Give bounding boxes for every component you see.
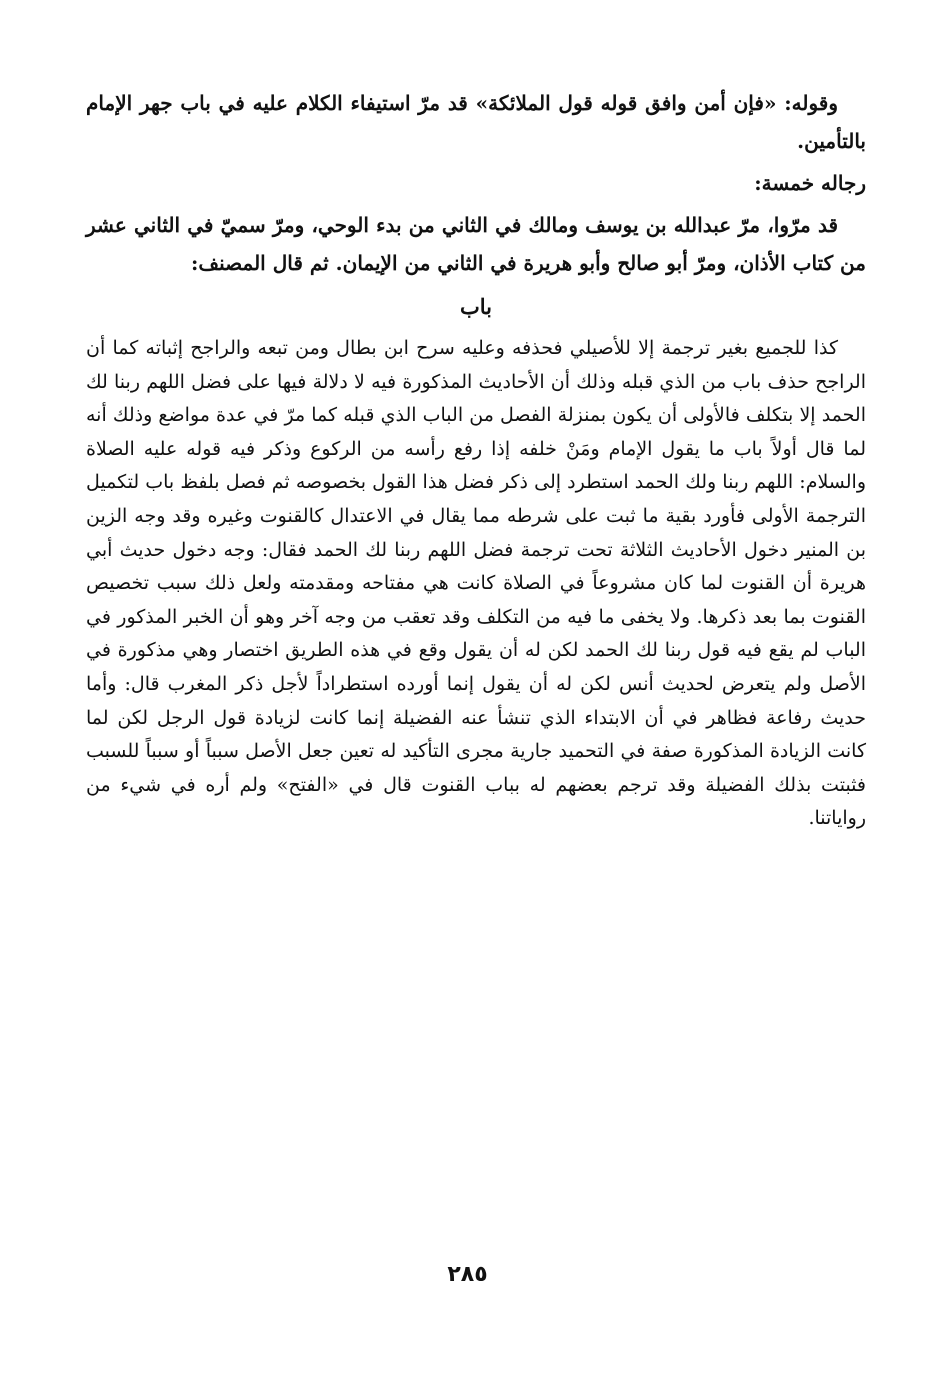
- commentary-paragraph: كذا للجميع بغير ترجمة إلا للأصيلي فحذفه وعليه سرح ابن بطال ومن تبعه والراجح إثباته كما أن الراجح حذف باب من الذي قبله وذلك أن الأحاديث المذكورة فيه لا دلالة فيها على فضل اللهم ربنا لك الحمد إلا بتكلف فالأولى أن يكون بمنزلة الفصل من الباب الذي قبله كما مرّ في عدة مواضع وذلك أنه لما قال أولاً باب ما يقول الإمام ومَنْ خلفه إذا رفع رأسه من الركوع وذكر فيه قوله عليه الصلاة والسلام: اللهم ربنا ولك الحمد استطرد إلى ذكر فضل هذا القول بخصوصه ثم فصل بلفظ باب لتكميل الترجمة الأولى فأورد بقية ما ثبت على شرطه مما يقال في الاعتدال كالقنوت وغيره وقد وجه الزين بن المنير دخول الأحاديث الثلاثة تحت ترجمة فضل اللهم ربنا لك الحمد فقال: وجه دخول حديث أبي هريرة أن القنوت لما كان مشروعاً في الصلاة كانت هي مفتاحه ومقدمته ولعل ذلك سبب تخصيص القنوت بما بعد ذكرها. ولا يخفى ما فيه من التكلف وقد تعقب من وجه آخر وهو أن الخبر المذكور في الباب لم يقع فيه قول ربنا لك الحمد لكن له أن يقول وقع في هذه الطريق اختصار وهي مذكورة في الأصل ولم يتعرض لحديث أنس لكن له أن يقول إنما أورده استطراداً لأجل ذكر المغرب قال: وأما حديث رفاعة فظاهر في أن الابتداء الذي تنشأ عنه الفضيلة إنما كانت لزيادة قول الرجل لكن لما كانت الزيادة المذكورة صفة في التحميد جارية مجرى التأكيد له تعين جعل الأصل سبباً أو سبباً للسبب فثبتت بذلك الفضيلة وقد ترجم بعضهم له بباب القنوت قال في «الفتح» ولم أره في شيء من رواياتنا.: [86, 337, 866, 830]
- page-content: [86, 84, 866, 1314]
- intro-paragraph: وقوله: «فإن أمن وافق قوله قول الملائكة» قد مرّ استيفاء الكلام عليه في باب جهر الإمام بالتأمين.: [86, 91, 866, 153]
- rijal-heading: رجاله خمسة:: [754, 171, 866, 195]
- page-number: ٢٨٥: [447, 1262, 488, 1287]
- chapter-title: باب: [459, 294, 492, 319]
- rijal-paragraph: قد مرّوا، مرّ عبدالله بن يوسف ومالك في الثاني من بدء الوحي، ومرّ سميّ في الثاني عشر من كتاب الأذان، ومرّ أبو صالح وأبو هريرة في الثاني من الإيمان. ثم قال المصنف:: [86, 213, 866, 275]
